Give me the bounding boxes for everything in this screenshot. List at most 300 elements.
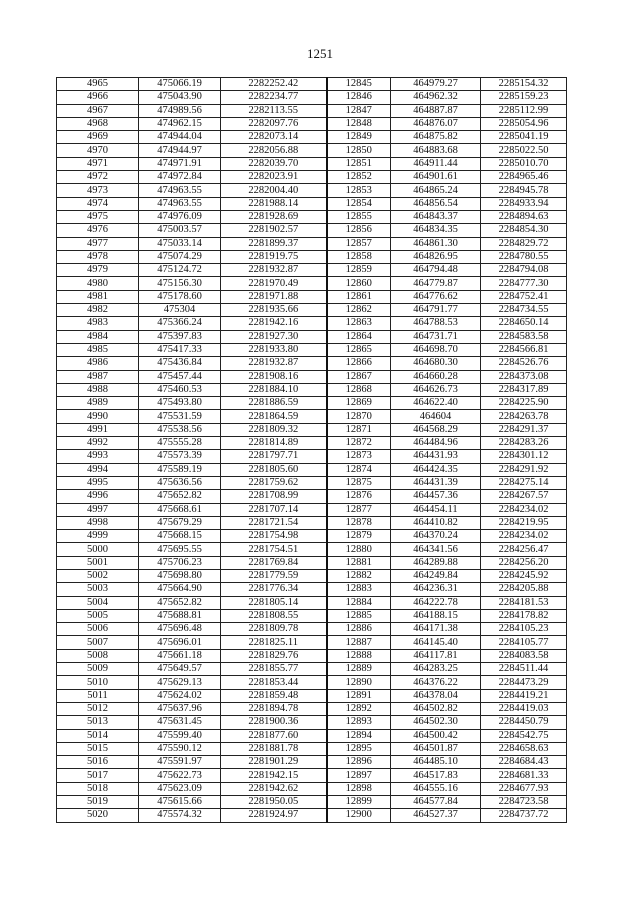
point-id-left-cell: 4966 xyxy=(57,91,139,104)
y-coord-left-cell: 2281805.60 xyxy=(221,463,327,476)
y-coord-right-cell: 2284419.03 xyxy=(481,702,567,715)
table-row xyxy=(57,197,567,210)
point-id-right-cell: 12884 xyxy=(327,596,391,609)
x-coord-left-cell: 474944.04 xyxy=(139,131,221,144)
x-coord-left-cell: 475589.19 xyxy=(139,463,221,476)
point-id-right-cell: 12847 xyxy=(327,104,391,117)
y-coord-left-cell: 2281877.60 xyxy=(221,729,327,742)
y-coord-right-cell: 2284083.58 xyxy=(481,649,567,662)
point-id-right-cell: 12869 xyxy=(327,397,391,410)
point-id-left-cell: 4985 xyxy=(57,343,139,356)
x-coord-right-cell: 464484.96 xyxy=(391,437,481,450)
x-coord-right-cell: 464188.15 xyxy=(391,609,481,622)
x-coord-right-cell: 464861.30 xyxy=(391,237,481,250)
x-coord-right-cell: 464431.93 xyxy=(391,450,481,463)
table-row xyxy=(57,370,567,383)
y-coord-left-cell: 2281908.16 xyxy=(221,370,327,383)
point-id-right-cell: 12852 xyxy=(327,171,391,184)
point-id-right-cell: 12850 xyxy=(327,144,391,157)
x-coord-right-cell: 464876.07 xyxy=(391,117,481,130)
y-coord-left-cell: 2281970.49 xyxy=(221,277,327,290)
point-id-left-cell: 5000 xyxy=(57,543,139,556)
x-coord-left-cell: 475457.44 xyxy=(139,370,221,383)
y-coord-right-cell: 2285022.50 xyxy=(481,144,567,157)
y-coord-left-cell: 2281825.11 xyxy=(221,636,327,649)
x-coord-right-cell: 464883.68 xyxy=(391,144,481,157)
x-coord-right-cell: 464794.48 xyxy=(391,264,481,277)
x-coord-right-cell: 464843.37 xyxy=(391,210,481,223)
x-coord-left-cell: 475668.15 xyxy=(139,530,221,543)
x-coord-left-cell: 475629.13 xyxy=(139,676,221,689)
point-id-right-cell: 12897 xyxy=(327,769,391,782)
y-coord-right-cell: 2284677.93 xyxy=(481,782,567,795)
y-coord-left-cell: 2281859.48 xyxy=(221,689,327,702)
y-coord-left-cell: 2281927.30 xyxy=(221,330,327,343)
point-id-left-cell: 5020 xyxy=(57,809,139,822)
point-id-left-cell: 5005 xyxy=(57,609,139,622)
x-coord-right-cell: 464660.28 xyxy=(391,370,481,383)
point-id-left-cell: 5013 xyxy=(57,716,139,729)
point-id-right-cell: 12862 xyxy=(327,304,391,317)
point-id-left-cell: 4998 xyxy=(57,516,139,529)
x-coord-right-cell: 464410.82 xyxy=(391,516,481,529)
y-coord-right-cell: 2284752.41 xyxy=(481,290,567,303)
y-coord-left-cell: 2281884.10 xyxy=(221,383,327,396)
point-id-right-cell: 12846 xyxy=(327,91,391,104)
y-coord-left-cell: 2281942.16 xyxy=(221,317,327,330)
x-coord-right-cell: 464527.37 xyxy=(391,809,481,822)
point-id-left-cell: 4967 xyxy=(57,104,139,117)
x-coord-left-cell: 475649.57 xyxy=(139,663,221,676)
x-coord-left-cell: 475304 xyxy=(139,304,221,317)
point-id-left-cell: 5015 xyxy=(57,742,139,755)
coordinates-table xyxy=(56,77,567,823)
x-coord-right-cell: 464485.10 xyxy=(391,756,481,769)
point-id-left-cell: 5009 xyxy=(57,663,139,676)
y-coord-left-cell: 2281900.36 xyxy=(221,716,327,729)
point-id-right-cell: 12896 xyxy=(327,756,391,769)
y-coord-left-cell: 2281932.87 xyxy=(221,264,327,277)
y-coord-left-cell: 2281933.80 xyxy=(221,343,327,356)
y-coord-right-cell: 2284317.89 xyxy=(481,383,567,396)
x-coord-right-cell: 464698.70 xyxy=(391,343,481,356)
x-coord-right-cell: 464568.29 xyxy=(391,423,481,436)
table-row xyxy=(57,224,567,237)
x-coord-left-cell: 474944.97 xyxy=(139,144,221,157)
table-row xyxy=(57,171,567,184)
y-coord-left-cell: 2281942.62 xyxy=(221,782,327,795)
x-coord-left-cell: 475590.12 xyxy=(139,742,221,755)
point-id-left-cell: 5001 xyxy=(57,556,139,569)
point-id-left-cell: 5016 xyxy=(57,756,139,769)
y-coord-left-cell: 2281935.66 xyxy=(221,304,327,317)
point-id-right-cell: 12875 xyxy=(327,476,391,489)
x-coord-right-cell: 464454.11 xyxy=(391,503,481,516)
x-coord-left-cell: 475599.40 xyxy=(139,729,221,742)
table-row xyxy=(57,450,567,463)
table-row xyxy=(57,756,567,769)
point-id-left-cell: 4995 xyxy=(57,476,139,489)
point-id-right-cell: 12890 xyxy=(327,676,391,689)
y-coord-right-cell: 2284542.75 xyxy=(481,729,567,742)
y-coord-right-cell: 2284301.12 xyxy=(481,450,567,463)
point-id-left-cell: 4996 xyxy=(57,490,139,503)
table-row xyxy=(57,663,567,676)
y-coord-right-cell: 2284105.77 xyxy=(481,636,567,649)
point-id-right-cell: 12894 xyxy=(327,729,391,742)
x-coord-left-cell: 475679.29 xyxy=(139,516,221,529)
x-coord-right-cell: 464289.88 xyxy=(391,556,481,569)
y-coord-right-cell: 2284794.08 xyxy=(481,264,567,277)
y-coord-left-cell: 2281797.71 xyxy=(221,450,327,463)
y-coord-right-cell: 2284684.43 xyxy=(481,756,567,769)
point-id-left-cell: 5004 xyxy=(57,596,139,609)
x-coord-right-cell: 464826.95 xyxy=(391,250,481,263)
y-coord-right-cell: 2284526.76 xyxy=(481,357,567,370)
y-coord-left-cell: 2281769.84 xyxy=(221,556,327,569)
point-id-left-cell: 4981 xyxy=(57,290,139,303)
point-id-right-cell: 12872 xyxy=(327,437,391,450)
y-coord-left-cell: 2281901.29 xyxy=(221,756,327,769)
table-row xyxy=(57,423,567,436)
point-id-right-cell: 12883 xyxy=(327,583,391,596)
table-row xyxy=(57,237,567,250)
point-id-right-cell: 12886 xyxy=(327,623,391,636)
x-coord-right-cell: 464236.31 xyxy=(391,583,481,596)
x-coord-left-cell: 475124.72 xyxy=(139,264,221,277)
x-coord-right-cell: 464378.04 xyxy=(391,689,481,702)
point-id-left-cell: 4976 xyxy=(57,224,139,237)
x-coord-left-cell: 475624.02 xyxy=(139,689,221,702)
y-coord-left-cell: 2281855.77 xyxy=(221,663,327,676)
table-row xyxy=(57,782,567,795)
y-coord-right-cell: 2284723.58 xyxy=(481,796,567,809)
x-coord-left-cell: 475636.56 xyxy=(139,476,221,489)
x-coord-right-cell: 464431.39 xyxy=(391,476,481,489)
x-coord-left-cell: 475631.45 xyxy=(139,716,221,729)
point-id-right-cell: 12873 xyxy=(327,450,391,463)
y-coord-right-cell: 2285112.99 xyxy=(481,104,567,117)
x-coord-left-cell: 475436.84 xyxy=(139,357,221,370)
x-coord-left-cell: 475688.81 xyxy=(139,609,221,622)
x-coord-left-cell: 475066.19 xyxy=(139,78,221,91)
point-id-left-cell: 4984 xyxy=(57,330,139,343)
y-coord-right-cell: 2284291.37 xyxy=(481,423,567,436)
y-coord-left-cell: 2281776.34 xyxy=(221,583,327,596)
y-coord-right-cell: 2284583.58 xyxy=(481,330,567,343)
y-coord-left-cell: 2281894.78 xyxy=(221,702,327,715)
point-id-right-cell: 12865 xyxy=(327,343,391,356)
y-coord-left-cell: 2281779.59 xyxy=(221,569,327,582)
point-id-left-cell: 5019 xyxy=(57,796,139,809)
y-coord-right-cell: 2284105.23 xyxy=(481,623,567,636)
x-coord-left-cell: 475156.30 xyxy=(139,277,221,290)
y-coord-right-cell: 2284894.63 xyxy=(481,210,567,223)
table-row xyxy=(57,716,567,729)
point-id-left-cell: 4980 xyxy=(57,277,139,290)
x-coord-right-cell: 464856.54 xyxy=(391,197,481,210)
point-id-right-cell: 12849 xyxy=(327,131,391,144)
point-id-left-cell: 4982 xyxy=(57,304,139,317)
x-coord-right-cell: 464370.24 xyxy=(391,530,481,543)
y-coord-right-cell: 2284829.72 xyxy=(481,237,567,250)
y-coord-right-cell: 2284275.14 xyxy=(481,476,567,489)
y-coord-left-cell: 2282234.77 xyxy=(221,91,327,104)
table-row xyxy=(57,410,567,423)
point-id-left-cell: 4986 xyxy=(57,357,139,370)
x-coord-right-cell: 464680.30 xyxy=(391,357,481,370)
table-row xyxy=(57,397,567,410)
x-coord-right-cell: 464341.56 xyxy=(391,543,481,556)
point-id-right-cell: 12848 xyxy=(327,117,391,130)
point-id-right-cell: 12878 xyxy=(327,516,391,529)
y-coord-left-cell: 2281708.99 xyxy=(221,490,327,503)
x-coord-right-cell: 464502.30 xyxy=(391,716,481,729)
x-coord-right-cell: 464901.61 xyxy=(391,171,481,184)
x-coord-left-cell: 475493.80 xyxy=(139,397,221,410)
y-coord-right-cell: 2284263.78 xyxy=(481,410,567,423)
x-coord-right-cell: 464911.44 xyxy=(391,157,481,170)
x-coord-left-cell: 475043.90 xyxy=(139,91,221,104)
y-coord-right-cell: 2284256.20 xyxy=(481,556,567,569)
y-coord-right-cell: 2284234.02 xyxy=(481,530,567,543)
y-coord-left-cell: 2282252.42 xyxy=(221,78,327,91)
point-id-left-cell: 5003 xyxy=(57,583,139,596)
x-coord-left-cell: 474963.55 xyxy=(139,184,221,197)
point-id-right-cell: 12854 xyxy=(327,197,391,210)
x-coord-right-cell: 464622.40 xyxy=(391,397,481,410)
table-row xyxy=(57,583,567,596)
x-coord-left-cell: 475695.55 xyxy=(139,543,221,556)
x-coord-left-cell: 475178.60 xyxy=(139,290,221,303)
table-row xyxy=(57,676,567,689)
y-coord-left-cell: 2282023.91 xyxy=(221,171,327,184)
table-row xyxy=(57,623,567,636)
x-coord-left-cell: 475698.80 xyxy=(139,569,221,582)
table-row xyxy=(57,117,567,130)
x-coord-left-cell: 475591.97 xyxy=(139,756,221,769)
x-coord-left-cell: 475622.73 xyxy=(139,769,221,782)
x-coord-left-cell: 475664.90 xyxy=(139,583,221,596)
y-coord-right-cell: 2284219.95 xyxy=(481,516,567,529)
page-number: 1251 xyxy=(307,46,333,61)
y-coord-left-cell: 2281950.05 xyxy=(221,796,327,809)
point-id-right-cell: 12898 xyxy=(327,782,391,795)
y-coord-right-cell: 2284777.30 xyxy=(481,277,567,290)
table-row xyxy=(57,290,567,303)
y-coord-right-cell: 2284658.63 xyxy=(481,742,567,755)
point-id-right-cell: 12879 xyxy=(327,530,391,543)
table-row xyxy=(57,556,567,569)
x-coord-left-cell: 475668.61 xyxy=(139,503,221,516)
table-row xyxy=(57,304,567,317)
y-coord-left-cell: 2281928.69 xyxy=(221,210,327,223)
table-row xyxy=(57,702,567,715)
y-coord-left-cell: 2281942.15 xyxy=(221,769,327,782)
point-id-left-cell: 5008 xyxy=(57,649,139,662)
y-coord-right-cell: 2284205.88 xyxy=(481,583,567,596)
x-coord-left-cell: 474972.84 xyxy=(139,171,221,184)
x-coord-left-cell: 474989.56 xyxy=(139,104,221,117)
x-coord-right-cell: 464171.38 xyxy=(391,623,481,636)
point-id-right-cell: 12853 xyxy=(327,184,391,197)
y-coord-right-cell: 2285054.96 xyxy=(481,117,567,130)
y-coord-left-cell: 2281721.54 xyxy=(221,516,327,529)
x-coord-left-cell: 475531.59 xyxy=(139,410,221,423)
y-coord-left-cell: 2281814.89 xyxy=(221,437,327,450)
x-coord-right-cell: 464577.84 xyxy=(391,796,481,809)
point-id-right-cell: 12874 xyxy=(327,463,391,476)
y-coord-right-cell: 2284511.44 xyxy=(481,663,567,676)
y-coord-right-cell: 2284373.08 xyxy=(481,370,567,383)
y-coord-left-cell: 2281808.55 xyxy=(221,609,327,622)
x-coord-left-cell: 475033.14 xyxy=(139,237,221,250)
y-coord-left-cell: 2281971.88 xyxy=(221,290,327,303)
x-coord-left-cell: 474976.09 xyxy=(139,210,221,223)
point-id-right-cell: 12892 xyxy=(327,702,391,715)
point-id-right-cell: 12868 xyxy=(327,383,391,396)
y-coord-right-cell: 2284283.26 xyxy=(481,437,567,450)
table-row xyxy=(57,596,567,609)
y-coord-left-cell: 2281759.62 xyxy=(221,476,327,489)
table-row xyxy=(57,157,567,170)
y-coord-right-cell: 2284245.92 xyxy=(481,569,567,582)
point-id-right-cell: 12895 xyxy=(327,742,391,755)
point-id-right-cell: 12851 xyxy=(327,157,391,170)
y-coord-left-cell: 2281754.51 xyxy=(221,543,327,556)
x-coord-right-cell: 464424.35 xyxy=(391,463,481,476)
point-id-right-cell: 12863 xyxy=(327,317,391,330)
table-row xyxy=(57,689,567,702)
y-coord-right-cell: 2284854.30 xyxy=(481,224,567,237)
point-id-right-cell: 12887 xyxy=(327,636,391,649)
x-coord-left-cell: 474963.55 xyxy=(139,197,221,210)
point-id-right-cell: 12860 xyxy=(327,277,391,290)
x-coord-left-cell: 475652.82 xyxy=(139,490,221,503)
table-row xyxy=(57,383,567,396)
x-coord-right-cell: 464222.78 xyxy=(391,596,481,609)
x-coord-right-cell: 464979.27 xyxy=(391,78,481,91)
point-id-left-cell: 4975 xyxy=(57,210,139,223)
x-coord-right-cell: 464788.53 xyxy=(391,317,481,330)
x-coord-left-cell: 475074.29 xyxy=(139,250,221,263)
table-row xyxy=(57,569,567,582)
x-coord-right-cell: 464962.32 xyxy=(391,91,481,104)
y-coord-right-cell: 2284737.72 xyxy=(481,809,567,822)
table-row xyxy=(57,210,567,223)
point-id-right-cell: 12882 xyxy=(327,569,391,582)
y-coord-right-cell: 2284473.29 xyxy=(481,676,567,689)
point-id-right-cell: 12857 xyxy=(327,237,391,250)
y-coord-left-cell: 2282056.88 xyxy=(221,144,327,157)
y-coord-right-cell: 2285041.19 xyxy=(481,131,567,144)
point-id-left-cell: 4983 xyxy=(57,317,139,330)
y-coord-right-cell: 2284419.21 xyxy=(481,689,567,702)
y-coord-left-cell: 2281809.78 xyxy=(221,623,327,636)
point-id-left-cell: 4972 xyxy=(57,171,139,184)
point-id-right-cell: 12864 xyxy=(327,330,391,343)
table-row xyxy=(57,796,567,809)
point-id-right-cell: 12845 xyxy=(327,78,391,91)
x-coord-right-cell: 464865.24 xyxy=(391,184,481,197)
x-coord-right-cell: 464517.83 xyxy=(391,769,481,782)
point-id-left-cell: 4979 xyxy=(57,264,139,277)
point-id-left-cell: 4974 xyxy=(57,197,139,210)
x-coord-left-cell: 475623.09 xyxy=(139,782,221,795)
point-id-left-cell: 4989 xyxy=(57,397,139,410)
point-id-right-cell: 12870 xyxy=(327,410,391,423)
x-coord-left-cell: 475538.56 xyxy=(139,423,221,436)
y-coord-left-cell: 2281902.57 xyxy=(221,224,327,237)
x-coord-right-cell: 464283.25 xyxy=(391,663,481,676)
y-coord-right-cell: 2284933.94 xyxy=(481,197,567,210)
y-coord-left-cell: 2281864.59 xyxy=(221,410,327,423)
y-coord-right-cell: 2284234.02 xyxy=(481,503,567,516)
point-id-left-cell: 4971 xyxy=(57,157,139,170)
point-id-left-cell: 5014 xyxy=(57,729,139,742)
y-coord-right-cell: 2284291.92 xyxy=(481,463,567,476)
y-coord-right-cell: 2284945.78 xyxy=(481,184,567,197)
table-row xyxy=(57,357,567,370)
x-coord-left-cell: 475615.66 xyxy=(139,796,221,809)
y-coord-left-cell: 2281805.14 xyxy=(221,596,327,609)
table-row xyxy=(57,742,567,755)
point-id-left-cell: 5012 xyxy=(57,702,139,715)
table-row xyxy=(57,543,567,556)
point-id-left-cell: 4978 xyxy=(57,250,139,263)
table-row xyxy=(57,330,567,343)
point-id-left-cell: 4991 xyxy=(57,423,139,436)
table-row xyxy=(57,317,567,330)
x-coord-left-cell: 475706.23 xyxy=(139,556,221,569)
y-coord-left-cell: 2281707.14 xyxy=(221,503,327,516)
table-row xyxy=(57,516,567,529)
point-id-left-cell: 4977 xyxy=(57,237,139,250)
y-coord-right-cell: 2284181.53 xyxy=(481,596,567,609)
table-row xyxy=(57,131,567,144)
point-id-left-cell: 5007 xyxy=(57,636,139,649)
x-coord-left-cell: 474962.15 xyxy=(139,117,221,130)
table-row xyxy=(57,729,567,742)
point-id-left-cell: 5011 xyxy=(57,689,139,702)
table-row xyxy=(57,649,567,662)
y-coord-left-cell: 2281886.59 xyxy=(221,397,327,410)
point-id-left-cell: 4997 xyxy=(57,503,139,516)
x-coord-right-cell: 464500.42 xyxy=(391,729,481,742)
x-coord-left-cell: 475637.96 xyxy=(139,702,221,715)
x-coord-right-cell: 464887.87 xyxy=(391,104,481,117)
point-id-right-cell: 12889 xyxy=(327,663,391,676)
y-coord-left-cell: 2281988.14 xyxy=(221,197,327,210)
point-id-right-cell: 12859 xyxy=(327,264,391,277)
table-row xyxy=(57,78,567,91)
y-coord-right-cell: 2285154.32 xyxy=(481,78,567,91)
x-coord-right-cell: 464376.22 xyxy=(391,676,481,689)
y-coord-right-cell: 2285010.70 xyxy=(481,157,567,170)
x-coord-right-cell: 464834.35 xyxy=(391,224,481,237)
x-coord-left-cell: 475573.39 xyxy=(139,450,221,463)
y-coord-right-cell: 2284450.79 xyxy=(481,716,567,729)
x-coord-left-cell: 475696.48 xyxy=(139,623,221,636)
point-id-left-cell: 5017 xyxy=(57,769,139,782)
x-coord-right-cell: 464457.36 xyxy=(391,490,481,503)
x-coord-right-cell: 464776.62 xyxy=(391,290,481,303)
y-coord-left-cell: 2282097.76 xyxy=(221,117,327,130)
y-coord-left-cell: 2282113.55 xyxy=(221,104,327,117)
table-row xyxy=(57,184,567,197)
table-row xyxy=(57,769,567,782)
point-id-right-cell: 12876 xyxy=(327,490,391,503)
